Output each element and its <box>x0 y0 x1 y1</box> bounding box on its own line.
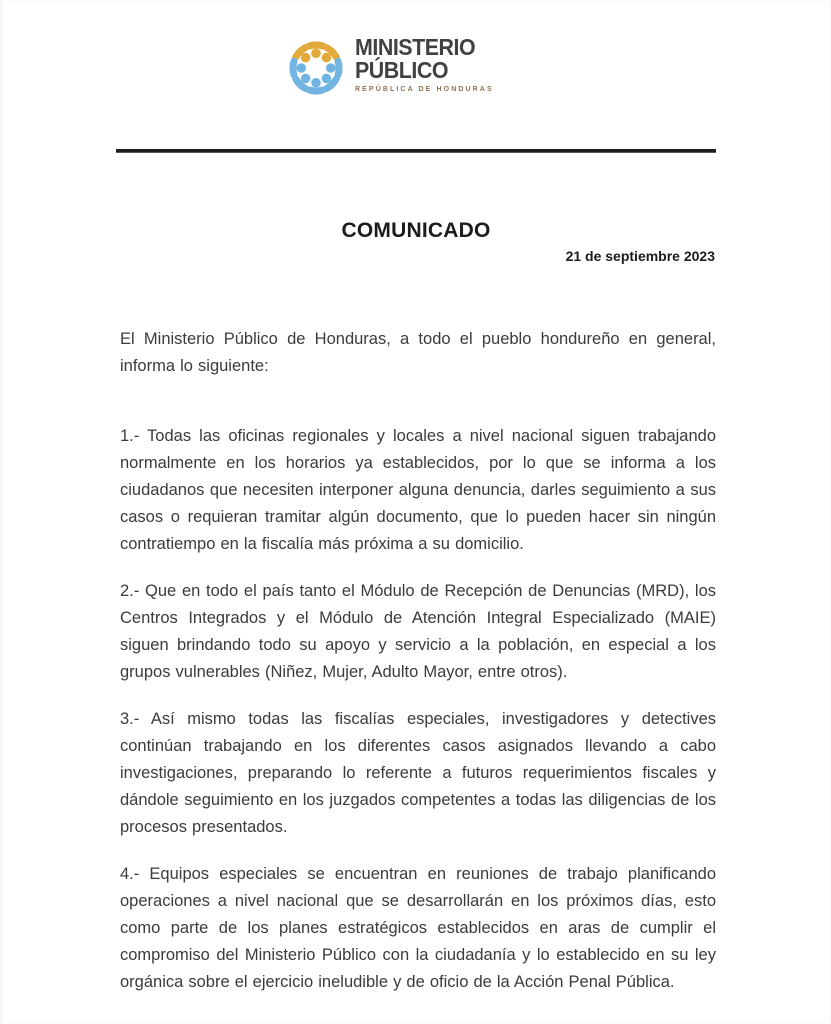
document-date: 21 de septiembre 2023 <box>565 247 715 264</box>
ministerio-publico-emblem-icon <box>284 33 348 103</box>
logo-title-line2: PÚBLICO <box>355 57 448 83</box>
intro-paragraph: El Ministerio Público de Honduras, a todo el pueblo hondureño en general, informa lo siguiente: <box>120 329 716 375</box>
paragraph-3: 3.- Así mismo todas las fiscalías especiales, investigadores y detectives continúan trabajando en los diferentes casos asignados llevando a cabo investigaciones, preparando lo referente a futuros requerimientos fiscales y dándole seguimiento en los juzgados competentes a todas las diligencias de los procesos presentados. <box>120 709 716 836</box>
logo-title-line1: MINISTERIO <box>355 34 476 60</box>
paragraph-4: 4.- Equipos especiales se encuentran en reuniones de trabajo planificando operaciones a nivel nacional que se desarrollarán en los próximos días, esto como parte de los planes estratégicos establecidos en aras de cumplir el compromiso del Ministerio Público con la ciudadanía y lo establecido en su ley orgánica sobre el ejercicio ineludible y de oficio de la Acción Penal Pública. <box>120 864 716 991</box>
logo-wordmark <box>355 33 494 93</box>
paragraph-1: 1.- Todas las oficinas regionales y locales a nivel nacional siguen trabajando normalmente en los horarios ya establecidos, por lo que se informa a los ciudadanos que necesiten interponer alguna denuncia, darles seguimiento a sus casos o requieran tramitar algún documento, que lo pueden hacer sin ningún contratiempo en la fiscalía más próxima a su domicilio. <box>120 426 716 553</box>
logo-subtitle: REPÚBLICA DE HONDURAS <box>355 86 494 93</box>
paragraph-2: 2.- Que en todo el país tanto el Módulo de Recepción de Denuncias (MRD), los Centros Integrados y el Módulo de Atención Integral Especializado (MAIE) siguen brindando todo su apoyo y servicio a la población, en especial a los grupos vulnerables (Niñez, Mujer, Adulto Mayor, entre otros). <box>120 581 716 681</box>
document-body <box>120 326 716 996</box>
header-divider-rule <box>116 149 716 153</box>
logo <box>284 0 831 103</box>
page-title: COMUNICADO <box>341 218 491 242</box>
